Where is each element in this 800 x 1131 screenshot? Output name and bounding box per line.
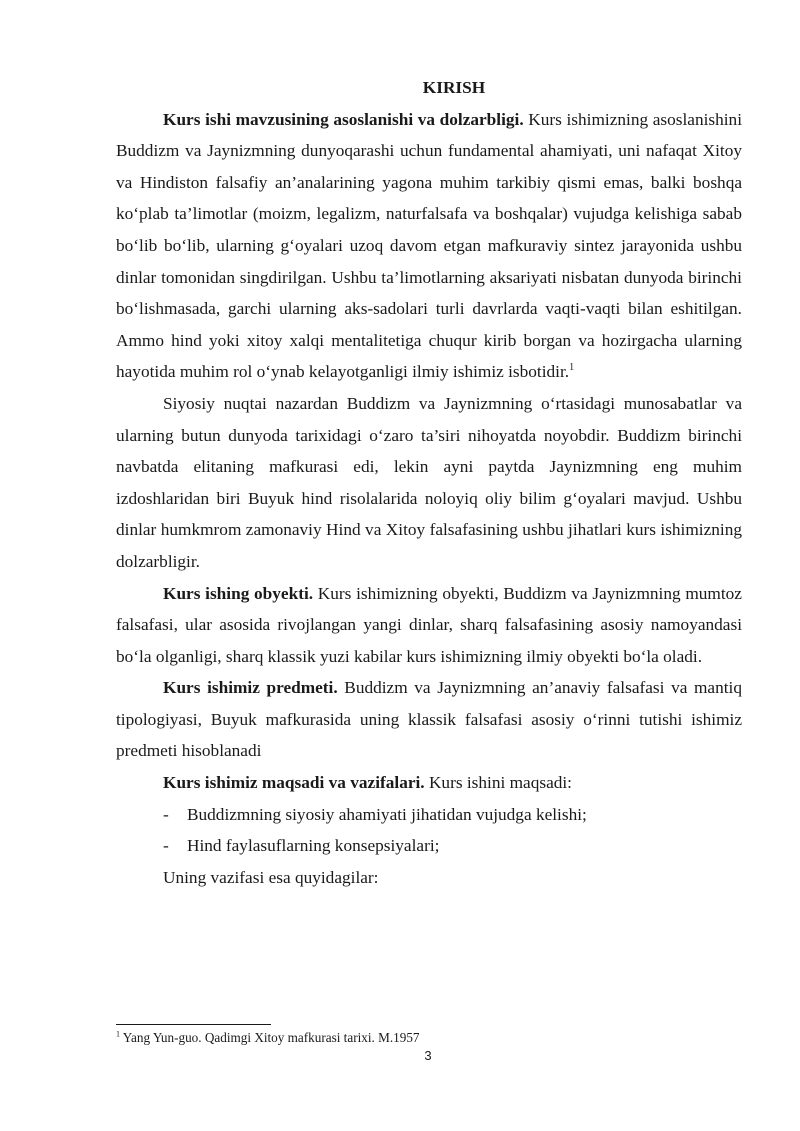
footnote-marker: 1	[116, 1029, 120, 1039]
list-dash: -	[163, 804, 169, 824]
footnote-text: Yang Yun-guo. Qadimgi Xitoy mafkurasi tarixi. M.1957	[120, 1030, 420, 1045]
relevance-paragraph	[116, 104, 742, 388]
list-dash: -	[163, 836, 169, 856]
list-item	[116, 830, 742, 862]
goals-lead: Kurs ishimiz maqsadi va vazifalari.	[163, 773, 425, 793]
footnote	[116, 1030, 420, 1046]
list-item-text: Hind faylasuflarning konsepsiyalari;	[187, 836, 440, 856]
subject-text: Buddizm va Jaynizmning an’anaviy falsafasi va mantiq tipologiyasi, Buyuk mafkurasida uning klassik falsafasi asosiy o‘rinni tutishi ishimiz predmeti hisoblanadi	[116, 678, 742, 761]
object-lead: Kurs ishing obyekti.	[163, 583, 314, 603]
tasks-intro: Uning vazifasi esa quyidagilar:	[163, 867, 379, 887]
subject-paragraph	[116, 672, 742, 767]
footnote-separator	[116, 1024, 271, 1025]
list-item-text: Buddizmning siyosiy ahamiyati jihatidan vujudga kelishi;	[187, 804, 587, 824]
relevance-text: Kurs ishimizning asoslanishini Buddizm va Jaynizmning dunyoqarashi uchun fundamental ahamiyati, uni nafaqat Xitoy va Hindiston falsafiy an’analarining yagona muhim tarkibiy qismi emas, balki boshqa ko‘plab ta’limotlar (moizm, legalizm, naturfalsafa va boshqalar) vujudga kelishiga sabab bo‘lib bo‘lib, ularning g‘oyalari uzoq davom etgan mafkuraviy sintez jarayonida ushbu dinlar tomonidan singdirilgan. Ushbu ta’limotlarning aksariyati nisbatan dunyoda birinchi bo‘lishmasada, garchi ularning aks-sadolari turli davrlarda vaqti-vaqti bilan eshitilgan. Ammo hind yoki xitoy xalqi mentalitetiga chuqur kirib borgan va hozirgacha ularning hayotida muhim rol o‘ynab kelayotganligi ilmiy ishimiz isbotidir.	[116, 109, 743, 382]
object-text: Kurs ishimizning obyekti, Buddizm va Jaynizmning mumtoz falsafasi, ular asosida rivojlangan yangi dinlar, sharq falsafasining asosiy namoyandasi bo‘la olganligi, sharq klassik yuzi kabilar kurs ishimizning ilmiy obyekti bo‘la oladi.	[116, 583, 742, 666]
list-item	[116, 799, 742, 831]
object-paragraph	[116, 578, 742, 673]
relevance-lead: Kurs ishi mavzusining asoslanishi va dolzarbligi.	[163, 109, 524, 129]
subject-lead: Kurs ishimiz predmeti.	[163, 678, 338, 698]
page-body	[116, 72, 742, 893]
goals-text: Kurs ishini maqsadi:	[424, 773, 572, 793]
footnote-reference[interactable]: 1	[569, 362, 575, 374]
page-heading: KIRISH	[422, 78, 486, 97]
political-paragraph: Siyosiy nuqtai nazardan Buddizm va Jaynizmning o‘rtasidagi munosabatlar va ularning butun dunyoda tarixidagi o‘zaro ta’siri nihoyatda noyobdir. Buddizm birinchi navbatda elitaning mafkurasi edi, lekin ayni paytda Jaynizmning eng muhim izdoshlaridan biri Buyuk hind risolalarida noloyiq oliy bilim g‘oyalari mavjud. Ushbu dinlar humkmrom zamonaviy Hind va Xitoy falsafasining ushbu jihatlari kurs ishimizning dolzarbligir.	[116, 393, 742, 571]
goals-paragraph	[116, 767, 742, 799]
page-number: 3	[424, 1048, 432, 1063]
